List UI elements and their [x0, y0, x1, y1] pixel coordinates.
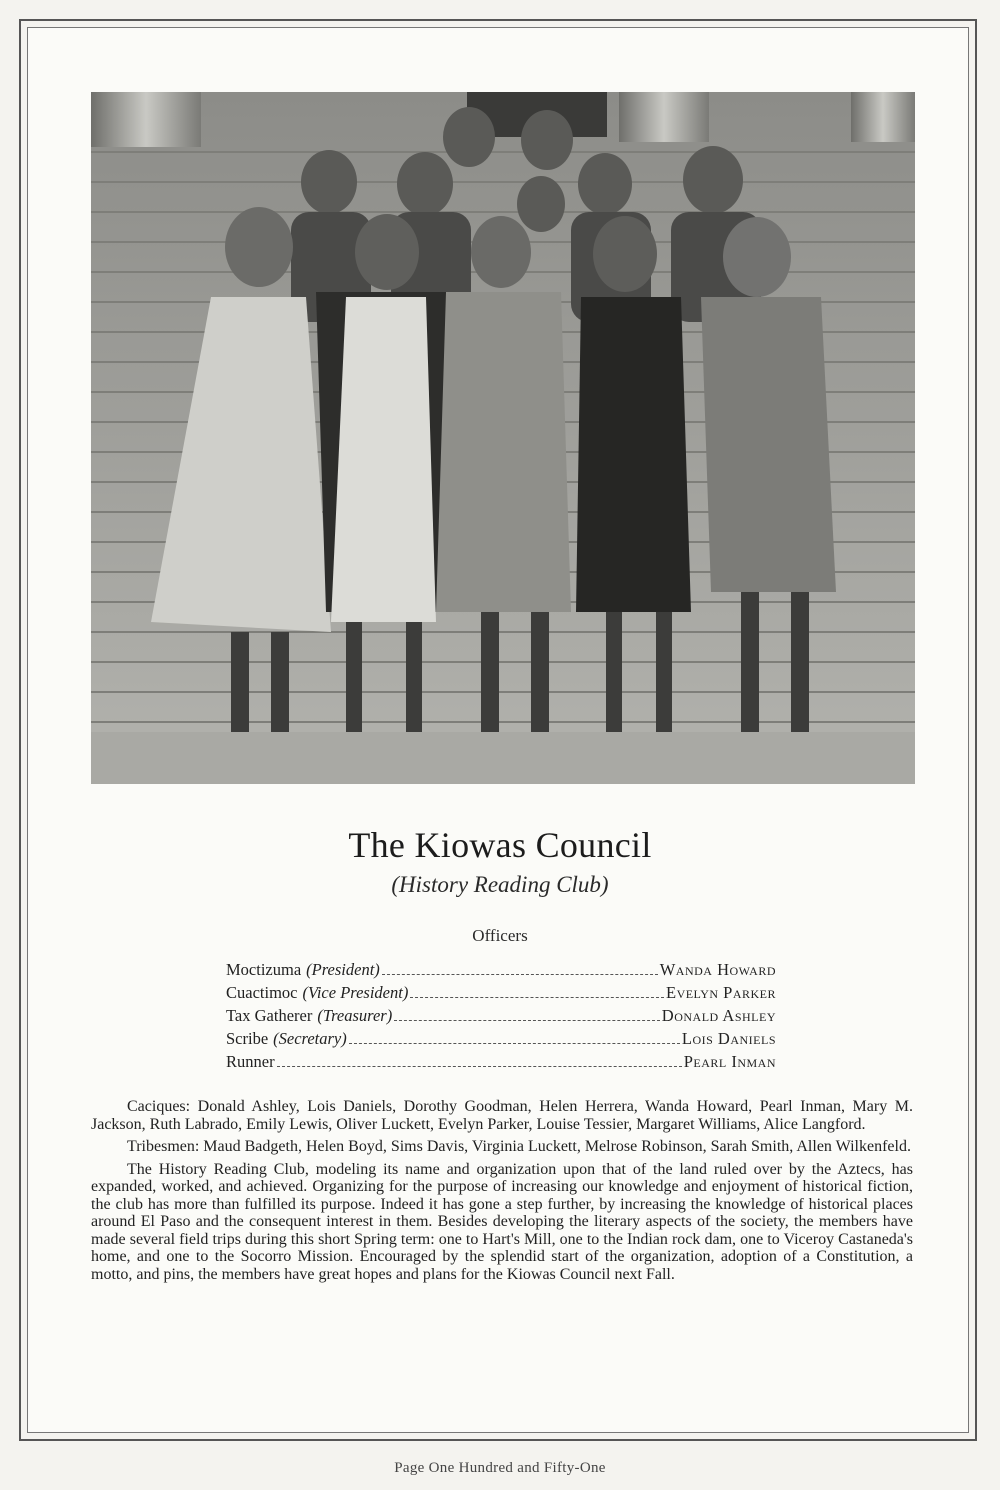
- group-photo: [91, 92, 915, 784]
- page-number-footer: Page One Hundred and Fifty-One: [394, 1460, 606, 1476]
- dot-leader: [349, 1043, 680, 1044]
- officer-title: Tax Gatherer: [226, 1006, 313, 1025]
- officer-name: Donald Ashley: [661, 1006, 776, 1025]
- officers-list: [226, 958, 776, 1073]
- officer-row-secretary: [226, 1027, 776, 1050]
- caciques-paragraph: Caciques: Donald Ashley, Lois Daniels, Dorothy Goodman, Helen Herrera, Wanda Howard, Pearl Inman, Mary M. Jackson, Ruth Labrado, Emily Lewis, Oliver Luckett, Evelyn Parker, Louise Tessier, Margaret Williams, Alice Langford.: [91, 1098, 913, 1133]
- officer-title: Scribe: [226, 1029, 269, 1048]
- tribesmen-paragraph: Tribesmen: Maud Badgeth, Helen Boyd, Sims Davis, Virginia Luckett, Melrose Robinson, Sarah Smith, Allen Wilkenfeld.: [127, 1138, 911, 1155]
- officer-role: (Vice President): [302, 983, 409, 1002]
- body-text: [91, 1098, 913, 1288]
- dot-leader: [410, 997, 664, 998]
- page-subtitle: (History Reading Club): [391, 872, 609, 897]
- officer-row-president: [226, 958, 776, 981]
- officer-name: Pearl Inman: [683, 1052, 776, 1071]
- officer-role: (Secretary): [273, 1029, 347, 1048]
- dot-leader: [382, 974, 658, 975]
- page-title: The Kiowas Council: [348, 825, 652, 865]
- officer-role: (President): [306, 960, 380, 979]
- dot-leader: [394, 1020, 660, 1021]
- officer-name: Wanda Howard: [659, 960, 776, 979]
- officer-row-vice-president: [226, 981, 776, 1004]
- dot-leader: [277, 1066, 682, 1067]
- officers-heading: Officers: [472, 926, 528, 945]
- officer-name: Lois Daniels: [681, 1029, 776, 1048]
- description-paragraph: The History Reading Club, modeling its name and organization upon that of the land ruled over by the Aztecs, has expanded, worked, and achieved. Organizing for the purpose of increasing our knowledge and enjoyment of historical fiction, the club has more than fulfilled its purpose. Indeed it has gone a step further, by increasing the knowledge of historical places around El Paso and the consequent interest in them. Besides developing the literary aspects of the society, the members have made several field trips during this short Spring term: one to Hart's Mill, one to the Indian rock dam, one to Viceroy Castaneda's home, and one to the Socorro Mission. Encouraged by the splendid start of the organization, adoption of a Constitution, a motto, and pins, the members have great hopes and plans for the Kiowas Council next Fall.: [91, 1160, 913, 1283]
- officer-title: Runner: [226, 1052, 275, 1071]
- officer-role: (Treasurer): [317, 1006, 393, 1025]
- officer-title: Cuactimoc: [226, 983, 298, 1002]
- officer-row-treasurer: [226, 1004, 776, 1027]
- officer-title: Moctizuma: [226, 960, 302, 979]
- officer-row-runner: [226, 1050, 776, 1073]
- officer-name: Evelyn Parker: [665, 983, 776, 1002]
- group-photo-icon: [91, 92, 915, 784]
